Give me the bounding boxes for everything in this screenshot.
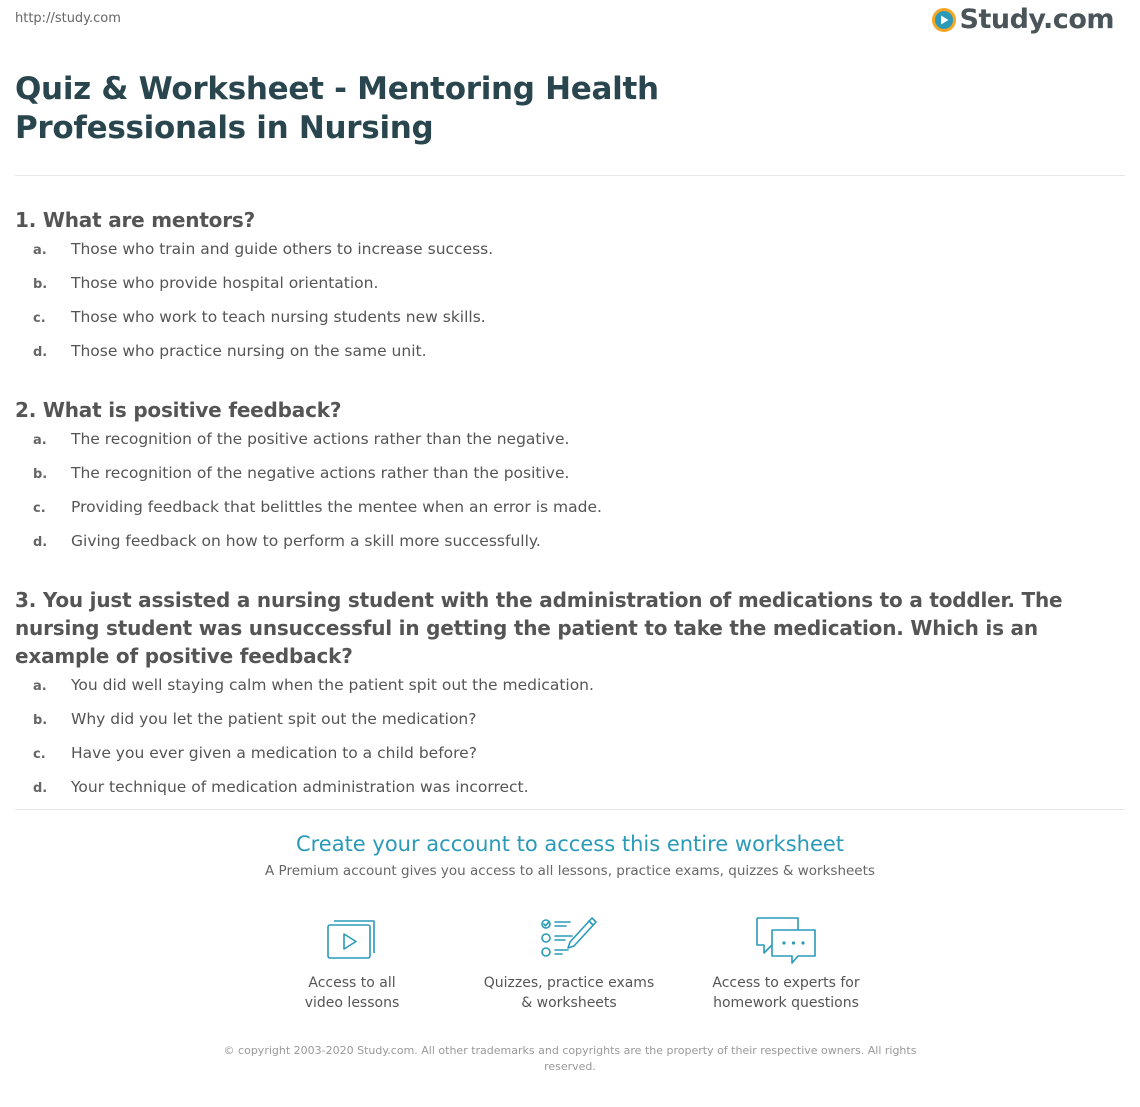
- answer-text: Those who practice nursing on the same unit.: [71, 342, 427, 360]
- page-title: Quiz & Worksheet - Mentoring Health Professionals in Nursing: [15, 71, 659, 146]
- answer-option: [15, 710, 1125, 744]
- question-text: 2. What is positive feedback?: [15, 398, 342, 422]
- question-text: 1. What are mentors?: [15, 208, 255, 232]
- answer-letter: a.: [33, 679, 47, 694]
- answer-list: [15, 676, 1125, 812]
- logo-text: Study.com: [959, 4, 1114, 35]
- answer-option: [15, 744, 1125, 778]
- answer-text: Giving feedback on how to perform a skill more successfully.: [71, 532, 541, 550]
- answer-text: Those who work to teach nursing students new skills.: [71, 308, 486, 326]
- feature-line: & worksheets: [521, 995, 617, 1011]
- answer-letter: c.: [33, 747, 46, 762]
- question-text: 3. You just assisted a nursing student with the administration of medications to a toddler. The nursing student was unsuccessful in getting the patient to take the medication. Which is an example of positive feedback?: [15, 588, 1063, 668]
- answer-text: The recognition of the positive actions rather than the negative.: [71, 430, 570, 448]
- study-logo[interactable]: [932, 6, 1114, 33]
- answer-letter: b.: [33, 277, 48, 292]
- answer-option: [15, 676, 1125, 710]
- answer-option: [15, 430, 1125, 464]
- feature-label: [469, 973, 669, 1013]
- question-1: [15, 206, 1125, 376]
- answer-list: [15, 240, 1125, 376]
- answer-letter: b.: [33, 713, 48, 728]
- expert-chat-icon: [686, 915, 886, 969]
- answer-option: [15, 778, 1125, 812]
- question-2: [15, 396, 1125, 566]
- answer-option: [15, 308, 1125, 342]
- answer-letter: a.: [33, 433, 47, 448]
- answer-option: [15, 532, 1125, 566]
- header-url: http://study.com: [15, 11, 121, 26]
- answer-text: Why did you let the patient spit out the medication?: [71, 710, 477, 728]
- answer-option: [15, 240, 1125, 274]
- feature-video-lessons: [252, 915, 452, 1013]
- cta-divider: [15, 809, 1125, 810]
- answer-letter: b.: [33, 467, 48, 482]
- video-lessons-icon: [252, 915, 452, 969]
- feature-label: [252, 973, 452, 1013]
- question-3: [15, 586, 1125, 812]
- feature-line: Access to experts for: [712, 975, 860, 991]
- feature-line: Access to all: [308, 975, 396, 991]
- answer-text: You did well staying calm when the patient spit out the medication.: [71, 676, 594, 694]
- answer-list: [15, 430, 1125, 566]
- answer-letter: d.: [33, 535, 48, 550]
- feature-line: Quizzes, practice exams: [483, 975, 655, 991]
- answer-option: [15, 498, 1125, 532]
- premium-description: A Premium account gives you access to all lessons, practice exams, quizzes & worksheets: [265, 863, 875, 879]
- create-account-link[interactable]: Create your account to access this entire worksheet: [295, 832, 845, 856]
- quiz-checklist-icon: [469, 915, 669, 969]
- question-list: [15, 206, 1125, 832]
- answer-letter: a.: [33, 243, 47, 258]
- copyright-text: © copyright 2003-2020 Study.com. All other trademarks and copyrights are the property of their respective owners. All rights reserved.: [223, 1044, 917, 1073]
- answer-text: The recognition of the negative actions rather than the positive.: [71, 464, 570, 482]
- feature-line: video lessons: [304, 995, 400, 1011]
- feature-line: homework questions: [713, 995, 859, 1011]
- answer-letter: c.: [33, 311, 46, 326]
- feature-experts: [686, 915, 886, 1013]
- answer-option: [15, 342, 1125, 376]
- answer-text: Your technique of medication administration was incorrect.: [71, 778, 529, 796]
- answer-option: [15, 464, 1125, 498]
- answer-text: Have you ever given a medication to a child before?: [71, 744, 477, 762]
- answer-letter: d.: [33, 781, 48, 796]
- answer-letter: c.: [33, 501, 46, 516]
- answer-text: Providing feedback that belittles the mentee when an error is made.: [71, 498, 602, 516]
- title-divider: [15, 175, 1125, 176]
- feature-quizzes: [469, 915, 669, 1013]
- answer-text: Those who train and guide others to increase success.: [71, 240, 494, 258]
- feature-label: [686, 973, 886, 1013]
- answer-text: Those who provide hospital orientation.: [71, 274, 379, 292]
- answer-letter: d.: [33, 345, 48, 360]
- answer-option: [15, 274, 1125, 308]
- play-logo-icon: [932, 8, 956, 32]
